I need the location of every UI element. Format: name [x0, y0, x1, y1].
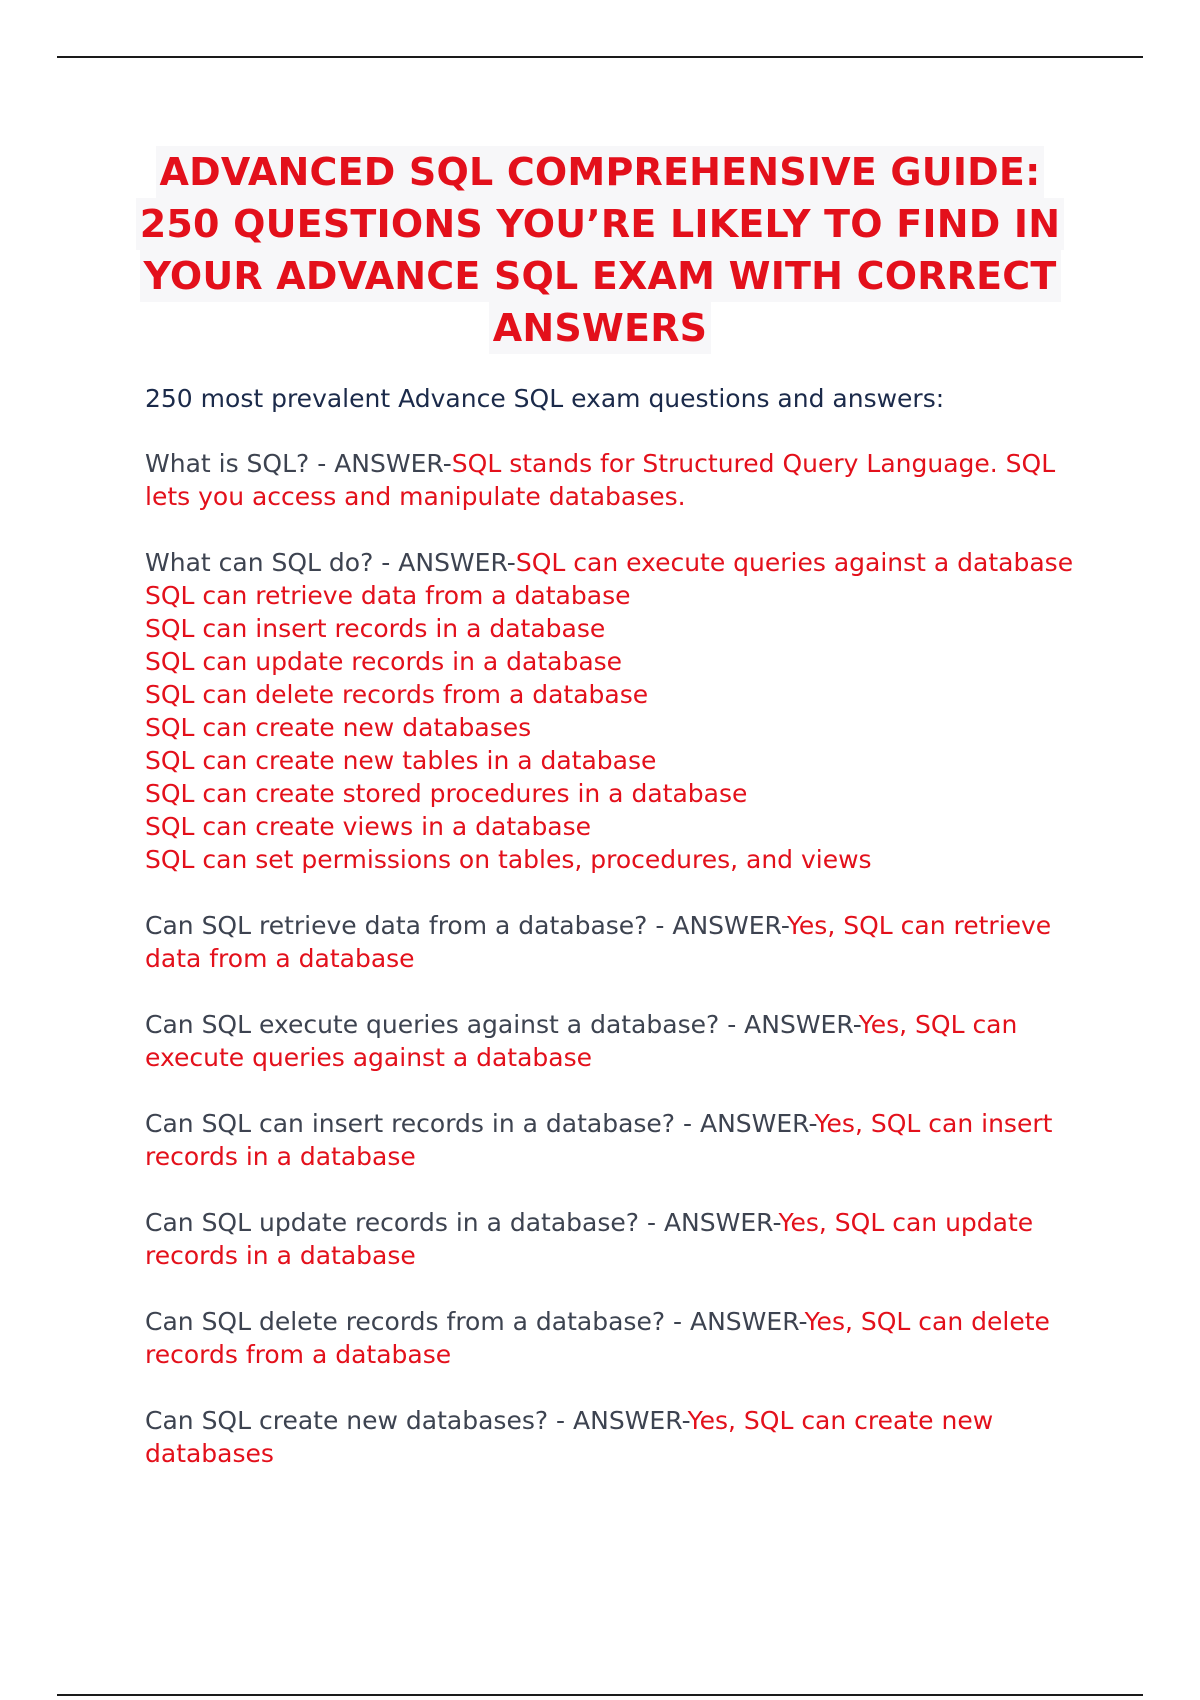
qa-item: [145, 1305, 1075, 1371]
document-body: [145, 382, 1075, 1503]
answer-list-item: SQL can update records in a database: [145, 647, 623, 676]
document-title: [120, 146, 1080, 354]
question-text: Can SQL create new databases? - ANSWER-: [145, 1406, 688, 1435]
question-text: Can SQL delete records from a database? - ANSWER-: [145, 1307, 805, 1336]
answer-text: SQL can execute queries against a database: [515, 548, 1074, 577]
answer-text: Yes, SQL can execute queries against a database: [145, 1010, 1018, 1072]
answer-list-item: SQL can retrieve data from a database: [145, 581, 631, 610]
answer-list-item: SQL can create new tables in a database: [145, 746, 657, 775]
qa-item: [145, 1404, 1075, 1470]
answer-list-item: SQL can insert records in a database: [145, 614, 606, 643]
answer-text: Yes, SQL can create new databases: [145, 1406, 994, 1468]
answer-list-item: SQL can create stored procedures in a database: [145, 779, 748, 808]
question-text: Can SQL retrieve data from a database? - ANSWER-: [145, 911, 787, 940]
qa-item: [145, 546, 1075, 876]
answer-list-item: SQL can create views in a database: [145, 812, 592, 841]
answer-list-item: SQL can create new databases: [145, 713, 532, 742]
answer-list-item: SQL can set permissions on tables, procedures, and views: [145, 845, 872, 874]
answer-text: Yes, SQL can delete records from a database: [145, 1307, 1050, 1369]
question-text: What is SQL? - ANSWER-: [145, 449, 452, 478]
qa-item: [145, 1008, 1075, 1074]
question-text: Can SQL can insert records in a database? - ANSWER-: [145, 1109, 815, 1138]
question-text: Can SQL update records in a database? - ANSWER-: [145, 1208, 779, 1237]
bottom-divider: [57, 1694, 1143, 1696]
answer-list-item: SQL can delete records from a database: [145, 680, 649, 709]
title-line: 250 QUESTIONS YOU’RE LIKELY TO FIND IN: [136, 198, 1064, 250]
qa-item: [145, 909, 1075, 975]
answer-text: SQL stands for Structured Query Language. SQL lets you access and manipulate databases.: [145, 449, 1056, 511]
title-line: ADVANCED SQL COMPREHENSIVE GUIDE:: [156, 146, 1045, 198]
answer-text: Yes, SQL can update records in a database: [145, 1208, 1034, 1270]
top-divider: [57, 56, 1143, 58]
answer-list: [145, 579, 1075, 876]
title-line: ANSWERS: [489, 302, 711, 354]
answer-text: Yes, SQL can insert records in a database: [145, 1109, 1053, 1171]
answer-text: Yes, SQL can retrieve data from a database: [145, 911, 1052, 973]
intro-text: 250 most prevalent Advance SQL exam questions and answers:: [145, 384, 945, 413]
qa-item: [145, 1107, 1075, 1173]
question-text: Can SQL execute queries against a database? - ANSWER-: [145, 1010, 859, 1039]
qa-item: [145, 1206, 1075, 1272]
title-line: YOUR ADVANCE SQL EXAM WITH CORRECT: [140, 250, 1061, 302]
question-text: What can SQL do? - ANSWER-: [145, 548, 516, 577]
qa-item: [145, 447, 1075, 513]
